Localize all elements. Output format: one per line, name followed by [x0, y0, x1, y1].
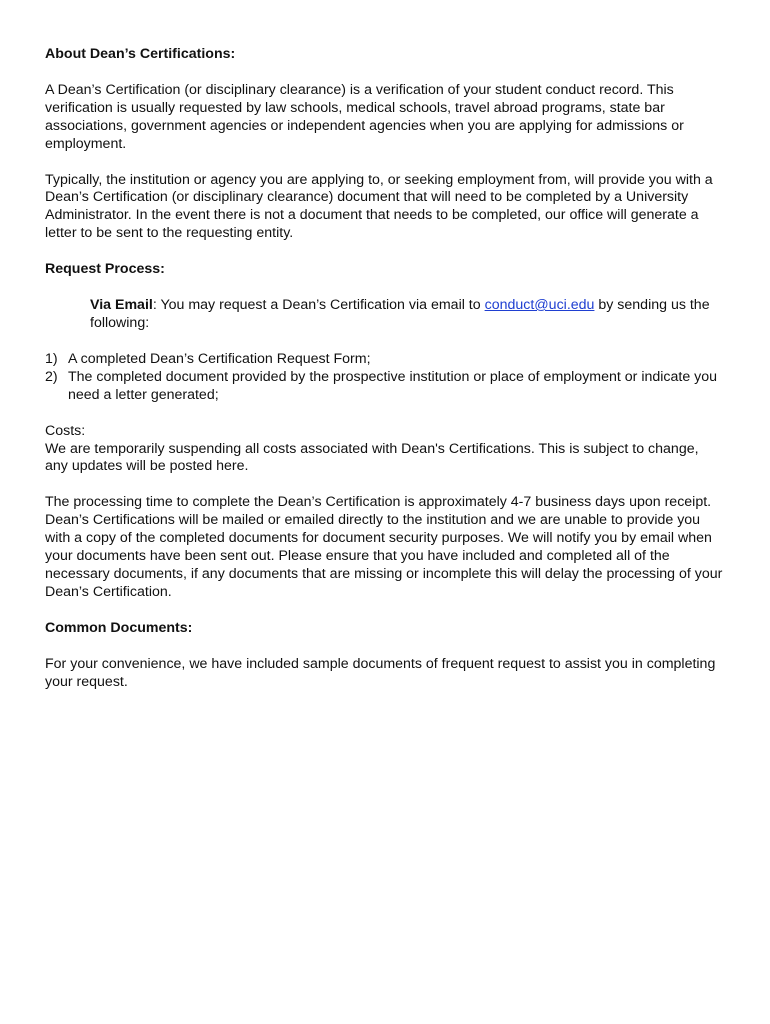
list-item-text: A completed Dean’s Certification Request Form; [68, 350, 371, 367]
list-item-number: 1) [45, 350, 58, 367]
common-documents-paragraph: For your convenience, we have included sample documents of frequent request to assist you in completing your request. [45, 655, 716, 690]
list-item [45, 351, 725, 369]
document-page [45, 46, 725, 691]
about-paragraph-2: Typically, the institution or agency you are applying to, or seeking employment from, will provide you with a Dean’s Certification (or disciplinary clearance) document that will need to be completed by a University Administrator. In the event there is not a document that needs to be completed, our office will generate a letter to be sent to the requesting entity. [45, 171, 713, 242]
via-email-label: Via Email [90, 297, 153, 314]
about-heading: About Dean’s Certifications: [45, 46, 236, 62]
costs-label: Costs: [45, 422, 86, 439]
via-email-text-before: : You may request a Dean’s Certification via email to [152, 297, 485, 314]
list-item-number: 2) [45, 368, 58, 385]
processing-paragraph: The processing time to complete the Dean’s Certification is approximately 4-7 business days upon receipt. Dean’s Certifications will be mailed or emailed directly to the institution and we are unable to provide you with a copy of the completed documents for document security purposes. We will notify you by email when your documents have been sent out. Please ensure that you have included and completed all of the necessary documents, if any documents that are missing or incomplete this will delay the processing of your Dean’s Certification. [45, 494, 723, 600]
costs-text: We are temporarily suspending all costs associated with Dean's Certifications. This is subject to change, any updates will be posted here. [45, 440, 699, 475]
via-email-text-after: by sending us the following: [90, 297, 710, 331]
email-link[interactable]: conduct@uci.edu [484, 297, 595, 314]
via-email-paragraph [90, 297, 725, 333]
list-item-text: The completed document provided by the prospective institution or place of employment or indicate you need a letter generated; [68, 368, 718, 403]
request-via-email-block [45, 297, 725, 351]
request-process-heading: Request Process: [45, 261, 165, 278]
common-documents-heading: Common Documents: [45, 619, 193, 636]
about-paragraph-1: A Dean’s Certification (or disciplinary clearance) is a verification of your student conduct record. This verification is usually requested by law schools, medical schools, travel abroad programs, state bar associations, government agencies or independent agencies when you are applying for admissions or employment. [45, 81, 684, 152]
list-item [45, 369, 725, 405]
request-items-list [45, 351, 725, 405]
